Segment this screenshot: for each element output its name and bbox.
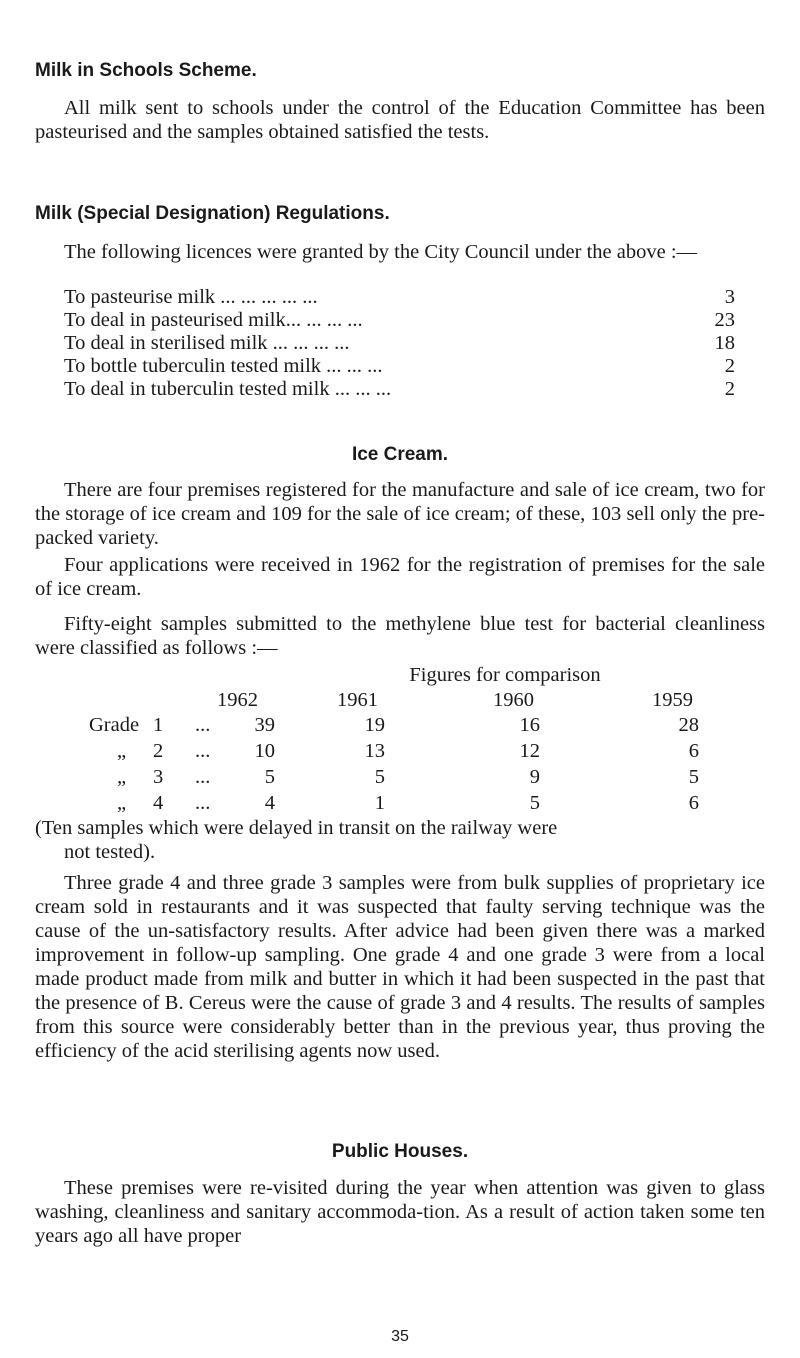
leader-dots: ... (195, 714, 211, 736)
licence-count: 23 (714, 309, 735, 331)
leader-dots: ... (195, 792, 211, 814)
licence-list (64, 286, 735, 401)
heading-milk-schools: Milk in Schools Scheme. (35, 60, 257, 81)
grade-number: 4 (153, 792, 164, 814)
value-1961: 19 (364, 714, 385, 736)
grade-table (35, 664, 765, 834)
value-1960: 12 (519, 740, 540, 762)
value-1959: 6 (688, 792, 699, 814)
grade-prefix: „ (117, 766, 127, 788)
paragraph-ice-cream-samples: Fifty-eight samples submitted to the methylene blue test for bacterial cleanliness were classified as follows :— (35, 613, 765, 659)
value-1961: 1 (374, 792, 385, 814)
licence-count: 3 (724, 286, 735, 308)
year-header: 1960 (493, 689, 534, 711)
paragraph-ice-cream-results: Three grade 4 and three grade 3 samples were from bulk supplies of proprietary ice cream sold in restaurants and it was suspected that faulty serving technique was the cause of the un-satisfactory results. After advice had been given there was a marked improvement in follow-up sampling. One grade 4 and one grade 3 were from a local made product made from milk and butter in which it had been suspected in the past that the presence of B. Cereus were the cause of grade 3 and 4 results. The results of samples from this source were considerably better than in the previous year, thus proving the efficiency of the acid sterilising agents now used. (35, 872, 765, 1062)
year-header: 1959 (652, 689, 693, 711)
value-1959: 28 (678, 714, 699, 736)
heading-public-houses: Public Houses. (331, 1141, 469, 1162)
heading-milk-regulations: Milk (Special Designation) Regulations. (35, 203, 390, 224)
value-1961: 5 (374, 766, 385, 788)
licence-label: To bottle tuberculin tested milk ... ... ... (64, 355, 383, 377)
licence-label: To deal in tuberculin tested milk ... ... ... (64, 378, 392, 400)
licence-row (64, 309, 735, 332)
value-1959: 6 (688, 740, 699, 762)
paragraph-ice-cream-premises: There are four premises registered for the manufacture and sale of ice cream, two for the storage of ice cream and 109 for the sale of ice cream; of these, 103 sell only the pre-packed variety. (35, 479, 765, 549)
licence-row (64, 355, 735, 378)
note-untested-line2: not tested). (64, 841, 156, 863)
grade-number: 3 (153, 766, 164, 788)
value-1960: 16 (519, 714, 540, 736)
value-1959: 5 (688, 766, 699, 788)
paragraph-milk-schools: All milk sent to schools under the control of the Education Committee has been pasteurised and the samples obtained satisfied the tests. (35, 97, 765, 143)
leader-dots: ... (195, 766, 211, 788)
paragraph-ice-cream-applications: Four applications were received in 1962 for the registration of premises for the sale of ice cream. (35, 554, 765, 600)
value-1962: 10 (254, 740, 275, 762)
heading-ice-cream: Ice Cream. (351, 444, 449, 465)
note-untested-line1: (Ten samples which were delayed in transit on the railway were (35, 817, 558, 839)
grade-prefix: Grade (89, 714, 140, 736)
grade-prefix: „ (117, 740, 127, 762)
grade-number: 1 (153, 714, 164, 736)
licence-row (64, 332, 735, 355)
year-header: 1962 (217, 689, 258, 711)
value-1962: 5 (264, 766, 275, 788)
licence-row (64, 378, 735, 401)
licence-count: 18 (714, 332, 735, 354)
value-1962: 4 (264, 792, 275, 814)
comparison-header: Figures for comparison (409, 664, 601, 686)
grade-number: 2 (153, 740, 164, 762)
licence-count: 2 (724, 378, 735, 400)
grade-prefix: „ (117, 792, 127, 814)
value-1960: 9 (529, 766, 540, 788)
leader-dots: ... (195, 740, 211, 762)
paragraph-regulations-intro: The following licences were granted by the City Council under the above :— (64, 241, 698, 263)
licence-label: To deal in pasteurised milk... ... ... ... (64, 309, 363, 331)
licence-label: To pasteurise milk ... ... ... ... ... (64, 286, 318, 308)
paragraph-public-houses: These premises were re-visited during the year when attention was given to glass washing, cleanliness and sanitary accommoda-tion. As a result of action taken some ten years ago all have proper (35, 1177, 765, 1247)
licence-row (64, 286, 735, 309)
value-1961: 13 (364, 740, 385, 762)
page-number: 35 (391, 1328, 409, 1345)
value-1962: 39 (254, 714, 275, 736)
year-header: 1961 (337, 689, 378, 711)
licence-count: 2 (724, 355, 735, 377)
value-1960: 5 (529, 792, 540, 814)
licence-label: To deal in sterilised milk ... ... ... ... (64, 332, 350, 354)
